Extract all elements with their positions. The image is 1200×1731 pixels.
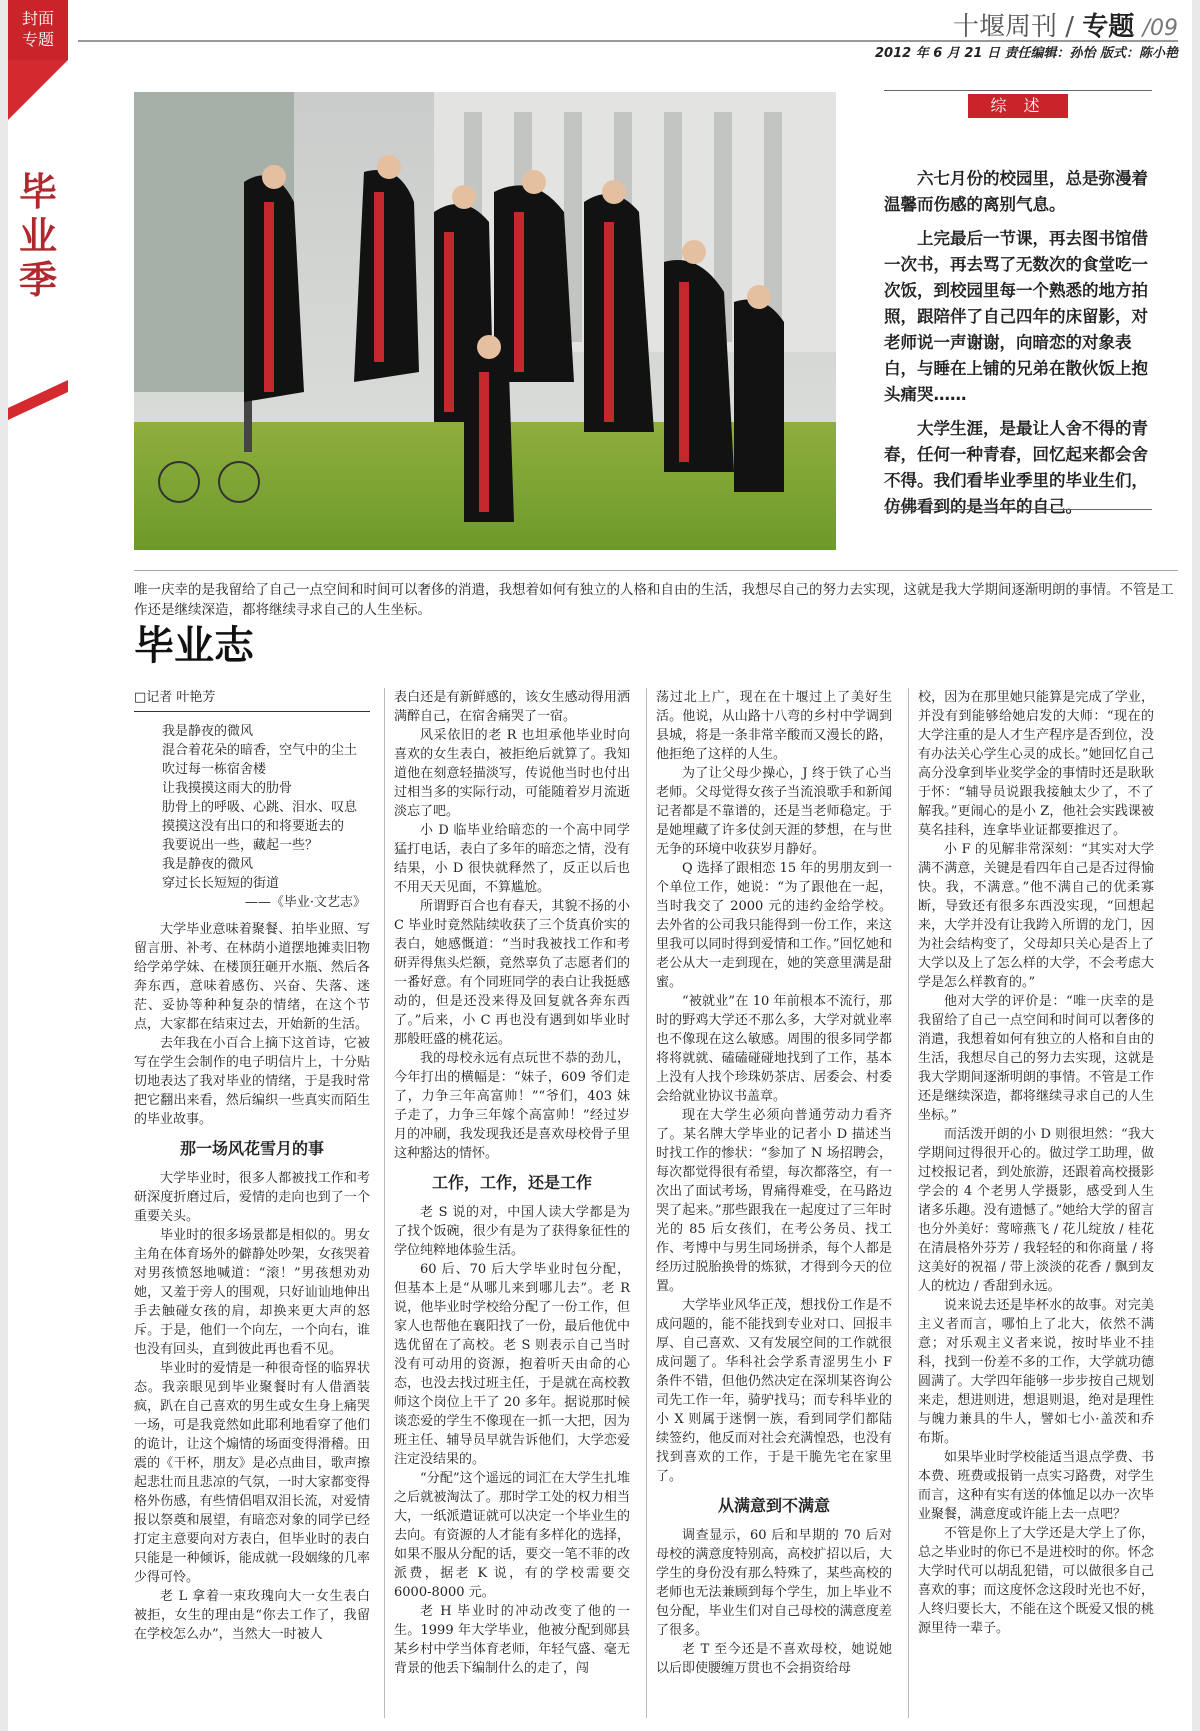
paragraph: 老 T 至今还是不喜欢母校，她说她以后即使腰缠万贯也不会捐资给母 [656, 1642, 892, 1676]
paragraph: 风采依旧的老 R 也坦承他毕业时向喜欢的女生表白，被拒绝后就算了。我知道他在刻意轻描淡写，传说他当时也付出过相当多的实际行动，可能随着岁月流逝淡忘了吧。 [394, 728, 630, 819]
newspaper-page [8, 0, 1192, 1731]
paragraph: 老 H 毕业时的冲动改变了他的一生。1999 年大学毕业，他被分配到郧县某乡村中学当体育老师，年轻气盛、毫无背景的他丢下编制什么的走了，闯 [394, 1604, 630, 1676]
paragraph: 60 后、70 后大学毕业时包分配，但基本上是“从哪儿来到哪儿去”。老 R 说，他毕业时学校给分配了一份工作，但家人也帮他在襄阳找了一份，最后他优中选优留在了高校。老 S 则表示自己当时没有可动用的资源，抱着听天由命的心态，也没去找过班主任，于是就在高校教师这个岗位上干了 20 多年。据说那时候谈恋爱的学生不像现在一抓一大把，因为班主任、辅导员早就告诉他们，大学恋爱注定没结果的。 [394, 1262, 630, 1467]
masthead-sep: / [1065, 12, 1075, 42]
paragraph: 说来说去还是毕杯水的故事。对完美主义者而言，哪怕上了北大，依然不满意；对乐观主义者来说，按时毕业不挂科，找到一份差不多的工作，大学就功德圆满了。大学四年能够一步步按自己规划来走，想进则进，想退则退，绝对是理性与魄力兼具的牛人，譬如七小·盖茨和乔布斯。 [918, 1298, 1154, 1446]
lead-rule [134, 570, 1178, 571]
poem-line: 我是静夜的微风 [162, 724, 254, 739]
paragraph: 大学毕业风华正茂，想找份工作是不成问题的，能不能找到专业对口、回报丰厚、自己喜欢、又有发展空间的工作就很成问题了。华科社会学系青涩男生小 F 条件不错，但他仍然决定在深圳某咨询公司先工作一年，骑驴找马；而专科毕业的小 X 则属于迷惘一族，看到同学们都陆续签约，他反而对社会充满惶恐，也没有找到喜欢的工作，于是干脆先宅在家里了。 [656, 1298, 892, 1484]
paragraph: 而活泼开朗的小 D 则很坦然：“我大学期间过得很开心的。做过学工助理，做过校报记者，到处旅游，还跟着高校摄影学会的 4 个老男人学摄影，感受到人生诸多乐趣。没有遗憾了。”她给大学的留言也分外美好：莺啼燕飞 / 花儿绽放 / 桂花在清晨格外芬芳 / 我轻轻的和你商量 / 将这美好的祝福 / 带上淡淡的花香 / 飘到友人的枕边 / 香甜到永远。 [918, 1127, 1154, 1294]
poem-line: 摸摸这没有出口的和将要逝去的 [162, 819, 345, 834]
poem-line: 混合着花朵的暗香，空气中的尘土 [162, 743, 358, 758]
paragraph: 老 S 说的对，中国人读大学都是为了找个饭碗，很少有是为了获得象征性的学位纯粹地体验生活。 [394, 1205, 630, 1258]
summary-box [884, 166, 1152, 528]
paragraph: 他对大学的评价是：“唯一庆幸的是我留给了自己一点空间和时间可以奢侈的消遣，我想着如何有独立的人格和自由的生活，我想尽自己的努力去实现，这就是我大学期间逐渐明朗的事情。不管是工作还是继续深造，都将继续寻求自己的人生坐标。” [918, 994, 1154, 1123]
paragraph: 小 F 的见解非常深刻：“其实对大学满不满意，关键是看四年自己是否过得愉快。我，不满意。”他不满自己的优柔寡断，导致还有很多东西没实现，“回想起来，大学并没有让我跨入所谓的龙门，因为社会结构变了，父母却只关心是否上了大学以及上了怎么样的大学，不会考虑大学是怎么样教育的。” [918, 842, 1154, 990]
paragraph: 大学毕业意味着聚餐、拍毕业照、写留言册、补考、在林荫小道摆地摊卖旧物给学弟学妹、在楼顶狂砸开水瓶、然后各奔东西，意味着感伤、兴奋、失落、迷茫、妥协等种种复杂的情绪，在这个节点，大家都在结束过去，开始新的生活。 [134, 922, 370, 1032]
subheading: 那一场风花雪月的事 [179, 1139, 324, 1158]
poem-line: 让我摸摸这雨大的肋骨 [162, 781, 293, 796]
section-corner-tab[interactable] [8, 0, 68, 60]
article-column-4 [918, 688, 1154, 1638]
poem-block [134, 722, 370, 912]
paragraph: 毕业时的很多场景都是相似的。男女主角在体育场外的僻静处吵架，女孩哭着对男孩愤怒地喊道：“滚！”男孩想劝劝她，又羞于旁人的围观，只好讪讪地伸出手去触碰女孩的肩，却换来更大声的怒斥。于是，他们一个向左，一个向右，谁也没有回头，直到彼此再也看不见。 [134, 1228, 370, 1357]
section-name: 专题 [1082, 12, 1135, 42]
column-divider [908, 688, 909, 1718]
page-number: /09 [1142, 16, 1178, 41]
paragraph: 小 D 临毕业给暗恋的一个高中同学猛打电话，表白了多年的暗恋之情，没有结果，小 D 很快就释然了，反正以后也不用天天见面，不算尴尬。 [394, 823, 630, 895]
paragraph: “分配”这个遥远的词汇在大学生扎堆之后就被淘汰了。那时学工处的权力相当大，一纸派遣证就可以决定一个毕业生的去向。有资源的人才能有多样化的选择，如果不服从分配的话，要交一笔不菲的改派费，据老 K 说，有的学校需要交 6000-8000 元。 [394, 1471, 630, 1600]
paragraph: 校，因为在那里她只能算是完成了学业，并没有到能够给她启发的大师：“现在的大学注重的是人才生产程序是否到位，没有办法关心学生心灵的成长。”她回忆自己高分没拿到毕业奖学金的事情时还是耿耿于怀：“辅导员说跟我接触太少了，不了解我。”更闹心的是小 Z，他社会实践课被莫名挂科，连拿毕业证都要推迟了。 [918, 690, 1154, 838]
summary-paragraph: 上完最后一节课，再去图书馆借一次书，再去骂了无数次的食堂吃一次饭，到校园里每一个熟悉的地方拍照，跟陪伴了自己四年的床留影，对老师说一声谢谢，向暗恋的对象表白，与睡在上铺的兄弟在散伙饭上抱头痛哭…… [884, 229, 1148, 404]
paragraph: 不管是你上了大学还是大学上了你，总之毕业时的你已不是进校时的你。怀念大学时代可以胡乱犯错，可以做很多自己喜欢的事；而这度怀念这段时光也不好，人终归要长大，不能在这个既爱又恨的桃源里待一辈子。 [918, 1526, 1154, 1636]
poem-line: 吹过每一栋宿舍楼 [162, 762, 267, 777]
column-divider [646, 688, 647, 1718]
summary-bottom-rule [884, 509, 1152, 510]
paragraph: 大学毕业时，很多人都被找工作和考研深度折磨过后，爱情的走向也到了一个重要关头。 [134, 1171, 370, 1224]
paragraph: “被就业”在 10 年前根本不流行，那时的野鸡大学还不那么多，大学对就业率也不像现在这么敏感。周围的很多同学都将将就就、磕磕碰碰地找到了工作，基本上没有人找个珍珠奶茶店、居委会、村委会给就业协议书盖章。 [656, 994, 892, 1104]
poem-line: 穿过长长短短的街道 [162, 876, 280, 891]
graduates-jumping-photo [134, 92, 836, 550]
poem-line: 我是静夜的微风 [162, 857, 254, 872]
paragraph: 老 L 拿着一束玫瑰向大一女生表白被拒，女生的理由是“你去工作了，我留在学校怎么办”，当然大一时被人 [134, 1589, 370, 1642]
summary-paragraph: 大学生涯，是最让人舍不得的青春，任何一种青春，回忆起来都会舍不得。我们看毕业季里的毕业生们，仿佛看到的是当年的自己。 [884, 419, 1148, 516]
summary-paragraph: 六七月份的校园里，总是弥漫着温馨而伤感的离别气息。 [884, 169, 1148, 214]
corner-label-1: 封面 [21, 9, 54, 28]
paragraph: 为了让父母少操心，J 终于铁了心当老师。父母觉得女孩子当流浪歌手和新闻记者都是不靠谱的，还是当老师稳定。于是她埋藏了许多仗剑天涯的梦想，在与世无争的环境中收获岁月静好。 [656, 766, 892, 857]
vtitle-char: 季 [18, 258, 57, 302]
paragraph: 毕业时的爱情是一种很奇怪的临界状态。我亲眼见到毕业聚餐时有人借酒装疯，趴在自己喜欢的男生或女生身上痛哭一场，可是我竟然如此耶利地看穿了他们的诡计，让这个煽情的场面变得滑稽。田震的《干杯，朋友》是必点曲目，歌声擦起悲壮而且悲凉的气氛，一时大家都变得格外伤感，有些情侣唱双泪长流，对爱情报以祭奠和展望，有暗恋对象的同学已经打定主意要向对方表白，但毕业时的表白只能是一种倾诉，能成就一段姻缘的几率少得可怜。 [134, 1361, 370, 1585]
paragraph: 所谓野百合也有春天，其貌不扬的小 C 毕业时竟然陆续收获了三个货真价实的表白，她感慨道：“当时我被找工作和考研弄得焦头烂额，竟然辜负了志愿者们的一番好意。有个同班同学的表白让我挺感动的，但是还没来得及回复就各奔东西了。”后来，小 C 再也没有遇到如毕业时那般旺盛的桃花运。 [394, 899, 630, 1047]
paragraph: 调查显示，60 后和早期的 70 后对母校的满意度特别高，高校扩招以后，大学生的身份没有那么特殊了，某些高校的老师也无法兼顾到每个学生，加上毕业不包分配，毕业生们对自己母校的满意度差了很多。 [656, 1528, 892, 1638]
article-headline: 毕业志 [134, 623, 254, 669]
summary-badge: 综 述 [968, 94, 1068, 118]
lead-quote: 唯一庆幸的是我留给了自己一点空间和时间可以奢侈的消遣，我想着如何有独立的人格和自由的生活，我想尽自己的努力去实现，这就是我大学期间逐渐明朗的事情。不管是工作还是继续深造，都将继续寻求自己的人生坐标。 [134, 582, 1174, 618]
article-column-2 [394, 688, 630, 1678]
paragraph: 现在大学生必须向普通劳动力看齐了。某名牌大学毕业的记者小 D 描述当时找工作的惨状：“参加了 N 场招聘会，每次都觉得很有希望，每次都落空，有一次出了面试考场，胃痛得难受，在马路边哭了起来。”那些跟我在一起度过了三年时光的 85 后女孩们，在考公务员、找工作、考博中与男生同场拼杀，每个人都是经历过脱胎换骨的炼狱，才得到今天的位置。 [656, 1108, 892, 1294]
poem-line: 肋骨上的呼吸、心跳、泪水、叹息 [162, 800, 358, 815]
vtitle-char: 业 [18, 214, 57, 258]
paragraph: 我的母校永远有点玩世不恭的劲儿，今年打出的横幅是：“妹子，609 爷们走了，力争三年高富帅！”“爷们，403 妹子走了，力争三年嫁个高富帅！”经过岁月的冲刷，我发现我还是喜欢母校骨子里这种豁达的情怀。 [394, 1051, 630, 1161]
red-stripe-decor [8, 380, 68, 420]
paragraph: 荡过北上广，现在在十堰过上了美好生活。他说，从山路十八弯的乡村中学调到县城，将是一条非常辛酸而又漫长的路，他拒绝了这样的人生。 [656, 690, 892, 762]
summary-top-rule [884, 90, 1152, 91]
issue-meta: 2012 年 6 月 21 日 责任编辑：孙怡 版式：陈小艳 [875, 46, 1178, 61]
corner-label-2: 专题 [21, 30, 54, 49]
paragraph: 去年我在小百合上摘下这首诗，它被写在学生会制作的电子明信片上，十分贴切地表达了我对毕业的情绪，于是我时常把它翻出来看，然后编织一些真实而陌生的毕业故事。 [134, 1036, 370, 1127]
paper-name: 十堰周刊 [953, 12, 1058, 42]
paragraph: 如果毕业时学校能适当退点学费、书本费、班费或报销一点实习路费，对学生而言，这种有实有送的体恤足以办一次毕业聚餐，满意度或许能上去一点吧？ [918, 1450, 1154, 1522]
paragraph: Q 选择了跟相恋 15 年的男朋友到一个单位工作，她说：“为了跟他在一起，当时我交了 2000 元的违约金给学校。去外省的公司我只能得到一份工作，来这里我可以同时得到爱情和工作。”回忆她和老公从大一走到现在，她的笑意里满是甜蜜。 [656, 861, 892, 990]
paragraph: 表白还是有新鲜感的，该女生感动得用洒满醉自己，在宿舍痛哭了一宿。 [394, 690, 630, 724]
poem-source: ——《毕业·文艺志》 [244, 895, 366, 910]
masthead [953, 6, 1178, 43]
subheading: 工作，工作，还是工作 [431, 1173, 592, 1192]
column-divider [384, 688, 385, 1718]
subheading: 从满意到不满意 [717, 1496, 830, 1515]
vtitle-char: 毕 [18, 170, 57, 214]
poem-line: 我要说出一些，藏起一些？ [162, 838, 319, 853]
article-column-3 [656, 688, 892, 1678]
article-column-1 [134, 688, 370, 1644]
byline: □记者 叶艳芳 [134, 688, 370, 712]
red-triangle-decor [8, 60, 68, 120]
vertical-section-title [16, 170, 60, 302]
